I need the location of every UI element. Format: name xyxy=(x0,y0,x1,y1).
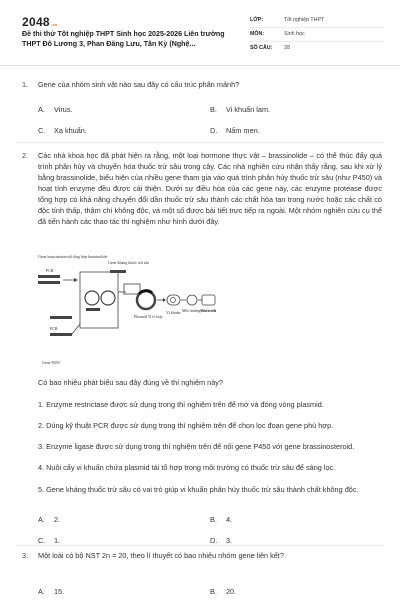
question-text: Gene của nhóm sinh vật nào sau đây có cấu trúc phân mảnh? xyxy=(38,80,240,89)
label-medium-1: Môi trường thuốc trừ xyxy=(182,308,216,313)
question-text: Một loài có bộ NST 2n = 20, theo lí thuyết có bao nhiêu nhóm gene liên kết? xyxy=(38,551,284,560)
option-letter: B. xyxy=(210,587,217,596)
info-key: LỚP: xyxy=(250,16,264,23)
exam-title: Đề thi thử Tốt nghiệp THPT Sinh học 2025-2026 Liên trường THPT Đô Lương 3, Phan Đăng Lưu, Tân Kỳ (Nghệ... xyxy=(22,30,225,48)
answer-options xyxy=(22,587,382,600)
arrow-head xyxy=(163,298,166,302)
statement-4: 4. Nuôi cấy vi khuẩn chứa plasmid tái tổ hợp trong môi trường có thuốc trừ sâu để sàng lọc. xyxy=(38,463,336,473)
answer-option-a[interactable] xyxy=(38,587,64,598)
label-gene-source: Gene brassinosteroid tổng hợp brassinolide xyxy=(38,254,108,259)
construct-box xyxy=(124,284,140,294)
answer-option-b[interactable] xyxy=(210,105,270,116)
option-letter: C. xyxy=(38,536,46,545)
option-text: Vi khuẩn lam. xyxy=(226,104,271,114)
plasmid-circle xyxy=(101,291,115,305)
option-text: 4. xyxy=(226,515,233,524)
option-text: Virus. xyxy=(54,104,73,114)
statement-5: 5. Gene kháng thuốc trừ sâu có vai trò giúp vi khuẩn phân hủy thuốc trừ sâu thành chất không độc. xyxy=(38,484,359,494)
option-letter: C. xyxy=(38,125,46,135)
question-number: 3. xyxy=(22,551,29,560)
option-text: 1. xyxy=(54,536,61,545)
label-medium-2: Môi trườ xyxy=(200,308,215,313)
answer-option-a[interactable] xyxy=(38,105,73,116)
label-pcr-top: PCR xyxy=(46,268,54,273)
option-text: Nấm men. xyxy=(226,125,260,135)
plasmid-insert xyxy=(139,291,152,294)
info-key: SỐ CÂU: xyxy=(250,45,273,52)
question-divider xyxy=(16,545,384,546)
option-text: 15. xyxy=(54,587,65,596)
gene-bar xyxy=(86,308,100,311)
option-letter: B. xyxy=(210,515,217,524)
answer-option-b[interactable] xyxy=(210,587,236,598)
logo-suffix: .vn xyxy=(50,22,58,27)
info-value: Tốt nghiệp THPT xyxy=(284,16,325,23)
option-letter: D. xyxy=(210,536,218,545)
question-number: 2. xyxy=(22,151,29,160)
exam-info-panel xyxy=(250,14,385,56)
gene-bar xyxy=(38,275,60,278)
logo-text: 2048 xyxy=(22,15,50,29)
question-3 xyxy=(22,551,382,562)
label-resistance-gene: Gene kháng thuốc trừ sâu xyxy=(108,260,150,265)
medium-dish xyxy=(187,295,197,305)
arrow-head xyxy=(74,278,78,282)
label-p450: Gene P450 xyxy=(42,360,60,365)
info-value: 28 xyxy=(284,45,290,52)
answer-option-d[interactable] xyxy=(210,126,260,137)
bacteria-cell xyxy=(167,295,180,305)
answer-options xyxy=(22,105,382,147)
exam-header xyxy=(0,0,400,66)
label-plasmid: Plasmid Ti tổ hợp xyxy=(134,314,163,319)
option-text: 3. xyxy=(226,536,233,545)
gene-bar xyxy=(50,316,72,319)
option-letter: A. xyxy=(38,587,45,596)
question-number: 1. xyxy=(22,80,29,89)
option-letter: D. xyxy=(210,125,218,135)
info-row-class xyxy=(250,14,385,28)
info-value: Sinh học xyxy=(284,30,305,37)
question-2 xyxy=(22,151,382,228)
statement-2: 2. Dùng kỹ thuật PCR được sử dụng trong thí nghiệm trên để chọn lọc đoạn gene phù hợp. xyxy=(38,420,334,430)
info-row-count xyxy=(250,42,385,56)
gene-bar xyxy=(38,281,60,284)
answer-option-a[interactable] xyxy=(38,515,60,526)
info-row-subject xyxy=(250,28,385,42)
option-text: 2. xyxy=(54,515,61,524)
option-letter: B. xyxy=(210,104,217,114)
label-pcr-bottom: PCR xyxy=(50,326,58,331)
question-text: Các nhà khoa học đã phát hiện ra rằng, một loại hormone thực vật – brassinolide – có thể thúc đẩy quá trình phân hủy và chuyển hóa thuốc trừ sâu trong cây. Các nhà nghiên cứu nhận thấy rằng, sau khi xử lý bằng brassinolide, biểu hiện của nhiều gene tham gia vào quá trình phân hủy thuốc trừ sâu (như P450) và hoạt tính enzyme đều được cải thiện. Dưới sự điều hòa của các gene này, các enzyme protease được tổng hợp có khả năng chuyển đổi dần thuốc trừ sâu thành các chất hòa tan trong nước hoặc các chất có độc tính thấp, thậm chí không độc, và một số được bài tiết trực tiếp ra ngoài. Một nhóm nghiên cứu cụ thể đã tiến hành các thao tác thí nghiệm như hình dưới đây. xyxy=(38,151,382,226)
plasmid-circle xyxy=(85,291,99,305)
gene-bar xyxy=(110,270,126,273)
question-1 xyxy=(22,80,382,147)
info-key: MÔN: xyxy=(250,30,265,37)
question-divider xyxy=(16,142,384,143)
statement-1: 1. Enzyme restrictase được sử dụng trong thí nghiệm trên để mở và đóng vòng plasmid. xyxy=(38,399,324,409)
answer-option-b[interactable] xyxy=(210,515,232,526)
experiment-diagram xyxy=(36,252,216,374)
bacteria-plasmid xyxy=(171,298,176,303)
label-bacteria: Vi khuẩn xyxy=(166,310,181,315)
medium-plant xyxy=(202,295,215,305)
experiment-diagram-svg xyxy=(36,252,216,374)
option-text: 20. xyxy=(226,587,237,596)
option-letter: A. xyxy=(38,104,45,114)
site-logo[interactable] xyxy=(22,14,58,31)
question-prompt: Có bao nhiêu phát biểu sau đây đúng về thí nghiệm này? xyxy=(38,378,223,387)
question-2-statements xyxy=(38,378,378,495)
gene-bar xyxy=(50,333,72,336)
option-text: Xạ khuẩn. xyxy=(54,125,87,135)
answer-option-c[interactable] xyxy=(38,126,87,137)
arrow xyxy=(72,324,80,334)
option-letter: A. xyxy=(38,515,45,524)
statement-3: 3. Enzyme ligase được sử dụng trong thí nghiệm trên để nối gene P450 với gene brassinosteroid. xyxy=(38,442,355,452)
